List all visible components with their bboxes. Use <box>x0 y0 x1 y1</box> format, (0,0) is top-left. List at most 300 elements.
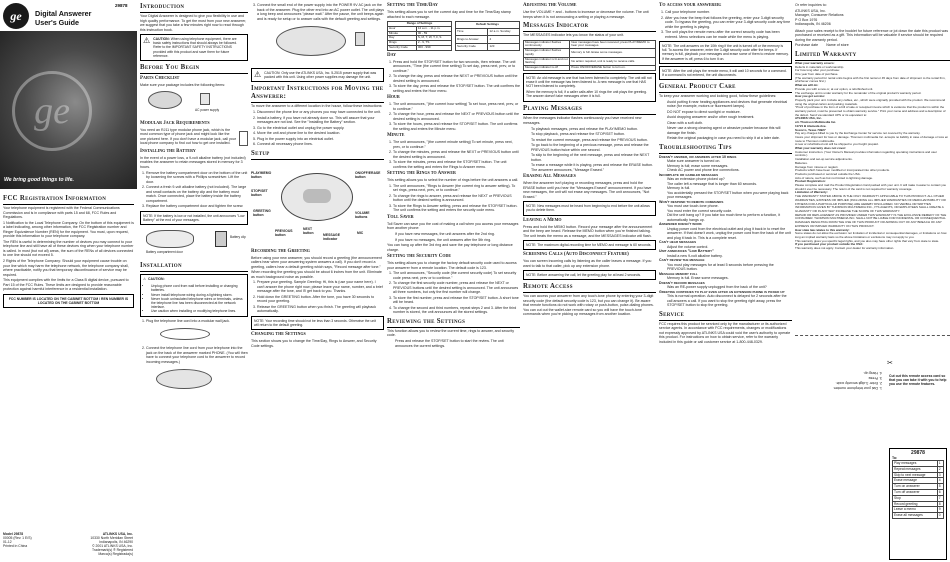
fcc-box: FCC NUMBER IS LOCATED ON THE CABINET BOTTOM / REN NUMBER IS LOCATED ON THE CABINET BOTTOM <box>3 294 134 308</box>
battery-note: NOTE: If the battery is low or not installed, the unit announces "Low Battery" at the end of your messages. <box>140 211 248 225</box>
moving-step: 3. Go to the electrical outlet and unplug the power supply. <box>257 126 384 131</box>
moving-step: 4. Move the unit and phone line to the desired location. <box>257 131 384 136</box>
setup-heading: Setup <box>251 150 384 160</box>
caution-label: CAUTION: <box>148 276 165 281</box>
install-caution-list <box>143 284 245 313</box>
range-table <box>387 21 452 51</box>
security-heading: Setting the Security Code <box>387 254 452 260</box>
answerer-back-image <box>156 369 212 389</box>
warranty-line: (The warranty period for rental units begins with the first rental or 45 days from date of shipment to the rental firm, whichever comes first.) <box>795 75 946 84</box>
parts-heading: Parts Checklist <box>140 76 180 82</box>
footer-line: Model 29878 <box>3 532 24 536</box>
day-step: 3. To store the day, press and release the STOP/SET button. The unit confirms the setting and enters the Hour menu. <box>393 84 520 93</box>
caution-item: • Use caution when installing or modifying telephone lines. <box>151 309 245 313</box>
panel-settings <box>387 0 520 562</box>
device-label: MESSAGE indicator <box>323 232 340 242</box>
range-cell: 12 a.m. - 11 p.m. <box>416 26 451 31</box>
card-cell: Play messages <box>893 461 938 467</box>
warranty-line: For how long after your purchase: <box>795 68 840 73</box>
device-label: MIC <box>357 230 364 235</box>
install-caution-title <box>143 277 245 281</box>
warranty-section <box>795 191 950 228</box>
parts-label: AC power supply <box>195 107 220 112</box>
default-table <box>455 21 520 51</box>
warranty-section-title: What your warranty covers: <box>795 61 835 65</box>
leaving-heading: Leaving a Memo <box>523 217 562 223</box>
battery-steps <box>140 171 248 209</box>
refer-text: Or refer inquiries to: <box>795 3 827 7</box>
remote-card <box>889 448 947 560</box>
playing-item: • To stop playback, press and release the STOP/SET button. <box>531 132 656 137</box>
answerer-image <box>276 26 346 56</box>
device-label: STOP/SET button <box>251 188 268 198</box>
moving-steps <box>251 110 384 147</box>
warranty-line: This warranty gives you specific legal rights, and you also may have other rights that vary from state to state. <box>795 238 940 243</box>
playing-item: • To erase a message while it is playing, press and release the ERASE button. The answerer announces, "Message Erased." <box>531 163 656 172</box>
fcc-heading: FCC Registration Information <box>3 195 134 205</box>
parts-illustration <box>140 89 248 119</box>
card-cell: Leave a memo <box>893 507 938 513</box>
care-item: • Avoid putting it near heating appliances and devices that generate electrical noise (for example, motors or fluorescent lamps). <box>667 100 792 109</box>
trouble-group <box>659 281 792 290</box>
moving-step: 2. Install a battery, if you have not already done so. This will assure that your messages are not lost. See the "Installing the Battery" section. <box>257 116 384 125</box>
warranty-line: Please complete and mail the Product Registration Card packed with your unit. It will make it easier to contact you should it ever be necessary. The return of the card is not required for warranty coverage. <box>795 183 947 191</box>
purchase-store-label: Name of store <box>826 43 849 48</box>
footer-line: 01-12 <box>3 540 12 544</box>
trouble-item: • Did the unit hang up? If you take too much time to perform a function, it automatically hangs up. <box>667 213 792 222</box>
settings-tables <box>387 21 520 51</box>
trouble-groups <box>659 155 792 308</box>
intro-text: Your Digital Answerer is designed to give you flexibility in use and high quality performance. To get the most from your new answerer, we suggest that you take a few minutes right now to read through this instruction book. <box>140 14 247 32</box>
reviewing-text: This function allows you to review the current time, rings to answer, and security code. <box>387 328 515 338</box>
modular-text: You need an RJ11 type modular phone jack, which is the most common type of phone jack and might look like the one pictured here. If you don't have a modular jack, call your local phone company to find out how to get one installed. <box>140 127 236 146</box>
access-note-2: NOTE: After the unit plays the remote menu, it will wait 10 seconds for a command. If a command is not entered, the unit disconnects. <box>659 66 792 80</box>
warranty-line: Socorro, Texas 79927 <box>795 127 826 132</box>
reviewing-heading: Reviewing the Settings <box>387 318 520 328</box>
card-cell: Skip to next message <box>893 472 938 478</box>
card-key: 4 <box>937 478 943 484</box>
warranty-line: Insure your shipment for loss or damage. Thomson multimedia Inc. accepts no liability in case of damage or loss en route to Thomson multimedia. <box>795 134 949 143</box>
rotated-step: 2. Enter 3-digit security code. <box>835 381 882 385</box>
range-cell: Security Code <box>388 45 417 50</box>
trouble-item: • Memory is full. Erase some messages. <box>667 276 792 281</box>
tollsaver-item: • If you have no messages, the unit answers after the 5th ring. <box>395 238 520 243</box>
cover-header <box>0 0 137 30</box>
warning-icon: ⚠ <box>254 70 262 79</box>
rings-heading: Setting the Rings to Answer <box>387 171 456 177</box>
rings-text: This setting allows you to select the number of rings before the unit answers a call. <box>387 178 519 183</box>
panel-cover <box>0 0 137 562</box>
button-cluster <box>303 189 331 203</box>
trouble-item: • You accidentally pressed the STOP/SET button when you were playing back your messages. <box>667 191 792 200</box>
card-cell: Stop <box>893 495 938 501</box>
guide-title <box>35 10 91 27</box>
indicator-cell: No action required, unit is ready to receive calls. <box>570 57 656 66</box>
default-cell: 123 <box>488 43 520 50</box>
trouble-group <box>659 173 792 200</box>
moving-intro: To move the answerer to a different location in the house, follow these instructions: <box>251 104 383 109</box>
leaving-text: Press and hold the MEMO button. Record your message after the announcement and the beep are heard. Release the MEMO button when you're finished talking. The unit treats the memo as a message, and the MESSAGES indicator will flash. <box>523 224 653 238</box>
indicator-cell: New messages have been received; press PLAY/MEMO to hear your messages. <box>570 40 656 49</box>
caution-text: When using telephone equipment, there are basic safety instructions that should always be followed. Refer to the IMPORTANT SAFETY INSTRUCTIONS provided with this product and save them for future reference. <box>153 37 238 58</box>
modular-heading: Modular Jack Requirements <box>140 120 210 126</box>
power-caution <box>251 68 384 82</box>
wall-jack-icon <box>239 131 248 146</box>
card-cut-text: Cut out this remote access card so that you can take it with you to help you use the remote features. <box>889 374 947 387</box>
tollsaver-item: • If you have new messages, the unit answers after the 2nd ring. <box>395 232 520 237</box>
device-diagram <box>251 161 384 247</box>
recording-text-2: When recording the greeting you should be about 6 inches from the unit. Eliminate as much background noise as possible. <box>251 270 382 279</box>
warranty-section-title: Limitation of Warranty: <box>795 190 828 195</box>
rings-step: 2. To change the rings to answer, press and release the NEXT or PREVIOUS button until the desired setting is announced. <box>393 194 520 203</box>
trouble-list <box>659 294 792 308</box>
erasing-text: When the answerer isn't playing or recording messages, press and hold the ERASE button until you hear the "Messages Erased" announcement. If you have new messages, the unit will not erase any messages. The unit announces, "Not Erased." <box>523 181 652 199</box>
messages-heading: Messages Indicator <box>523 22 656 32</box>
hour-step: 1. The unit announces, "(the current hour setting) To set hour, press next, prev, or to continue." <box>393 102 520 111</box>
warranty-section <box>795 147 950 180</box>
fcc-para: 2 Rights of the Telephone Company: Should your equipment cause trouble on your line which may harm the telephone network, the telephone company shall, where practicable, notify you that temporary discontinuance of service may be required. <box>3 259 129 277</box>
device-label: ON/OFF/ERASE button <box>355 170 381 180</box>
card-key: 1 <box>937 461 943 467</box>
footer-line: Trademark(s) ® Registered <box>92 548 133 552</box>
warranty-line: Installation and set-up service adjustments. <box>795 157 853 162</box>
footer-line: ATLINKS USA, Inc. <box>102 532 133 536</box>
screening-heading: Screening Calls (Auto Disconnect Feature) <box>523 252 629 258</box>
answerer-device-image <box>148 91 182 109</box>
warranty-line: c/o Thomson Multimedia Inc. <box>795 120 837 125</box>
trouble-list <box>659 263 792 272</box>
care-text: To keep your answerer working and looking good, follow these guidelines: <box>659 94 777 99</box>
messages-text: The MESSAGES indicator lets you know the status of your unit. <box>523 33 625 37</box>
security-steps <box>387 271 520 315</box>
volume-text: Use the VOLUME + and - buttons to increase or decrease the volume. The unit beeps when it is not announcing a setting or playing a message. <box>523 10 649 19</box>
trouble-list <box>659 159 792 173</box>
caution-body <box>153 37 245 58</box>
battery-step: 3. Replace the battery compartment door and tighten the screw. <box>146 204 248 209</box>
caution-item: • Never install telephone wiring during a lightning storm. <box>151 293 245 297</box>
warranty-section-title: How state law relates to this warranty: <box>795 227 850 232</box>
power-illustration <box>251 22 384 66</box>
warranty-section-title: How you get service: <box>795 94 826 99</box>
warranty-line: ATLINKS USA, Inc. <box>795 116 822 121</box>
warranty-line: One year from date of purchase. <box>795 71 839 76</box>
default-cell: Security Code <box>456 43 488 50</box>
tollsaver-list <box>387 232 520 242</box>
reviewing-list <box>387 339 520 348</box>
warranty-line: REPAIR OR REPLACEMENT AS PROVIDED UNDER THIS WARRANTY IS THE EXCLUSIVE REMEDY OF THE CONSUMER. THOMSON MULTIMEDIA INC. SHALL NOT BE LIABLE FOR INCIDENTAL OR CONSEQUENTIAL DAMAGES RESULTING FROM THE USE OF THIS PRODUCT OR ARISING OUT OF ANY BREACH OF ANY EXPRESS OR IMPLIED WARRANTY ON THIS PRODUCT. <box>795 212 947 228</box>
indicator-table <box>523 40 656 72</box>
before-heading: Before You Begin <box>140 64 248 74</box>
fcc-para: This equipment complies with the limits for a Class B digital device, pursuant to Part 15 of the FCC Rules. These limits are designed to provide reasonable protection against harmful interference in a residential installation. <box>3 278 129 292</box>
device-label: GREETING button <box>253 208 271 218</box>
battery-heading: Installing the Battery <box>140 148 196 154</box>
access-step: 1. Call your telephone number. <box>665 10 792 15</box>
note-text: When the memory is full, if a caller calls after 10 rings the unit plays the greeting. The answer doesn't take messages when it is full. <box>526 89 647 99</box>
footer-line: © 2001 ATLINKS USA, Inc. <box>92 544 133 548</box>
leaving-note: NOTE: The maximum digital-recording time for MEMO and message is 60 seconds. <box>523 240 656 250</box>
modular-block <box>140 128 248 147</box>
hour-heading: Hour <box>387 95 400 101</box>
card-key: 3 <box>937 472 943 478</box>
card-key: 6 <box>937 489 943 495</box>
rings-step: 1. The unit announces, "Rings to Answer (the current ring to answer setting). To set rings, press next, prev, or to continue." <box>393 184 520 193</box>
tollsaver-heading: Toll Saver <box>387 214 414 220</box>
install-illustration-1 <box>140 324 248 346</box>
range-cell: Hour <box>388 26 417 31</box>
note-text: NOTE: An old message is one that has been listened to completely. The unit will not erase it until the message has been listened to. A new message is one that HAS NOT been listened to completely. <box>526 76 652 89</box>
recording-step: 3. Release the GREETING button when you finish. The greeting will playback automatically. <box>257 305 384 314</box>
card-key: 8 <box>937 501 943 507</box>
card-cell: Erase all messages <box>893 513 938 519</box>
device-label: VOLUME buttons <box>355 210 370 220</box>
trouble-item: • This is normal operation. Auto disconnect is delayed for 2 seconds after the call answers a call. If you want to stop the greeting right away, press the STOP/SET button to stop the greeting. <box>667 294 792 308</box>
rotated-panel <box>797 340 885 445</box>
erasing-heading: Erasing All Messages <box>523 174 576 180</box>
address-line: ATLINKS USA, Inc. <box>795 8 826 13</box>
footer-line: Printed in China <box>3 544 28 548</box>
trouble-title: Doesn't answer, or answers after 10 rings <box>659 154 737 159</box>
security-step: 4. To change the second and third numbers, repeat steps 2 and 3. After the third number is stored, the unit announces all the stored settings. <box>393 306 520 315</box>
service-text: FCC requires this product be serviced only by the manufacturer or its authorized service agents. In accordance with FCC requirements, changes or modifications not expressly approved by ATLINKS USA could void the user's authority to operate this product. For instructions on how to obtain service, refer to the warranty included in this guide or call customer service at 1-800-448-0329. <box>659 321 791 344</box>
minute-steps <box>387 140 520 169</box>
card-cell: Turn off answerer <box>893 489 938 495</box>
install-caution <box>140 274 248 317</box>
power-adapter-image <box>355 32 365 46</box>
trouble-item: • Was an RE-power supply unplugged from the back of the unit? <box>667 285 792 290</box>
card-cell: Erase message <box>893 478 938 484</box>
trouble-title: Won't respond to remote commands <box>659 199 724 204</box>
caution-item: • Unplug phone cord from wall before installing or changing batteries. <box>151 284 245 292</box>
range-cell: S, M, T, W, T, F, S <box>416 36 451 41</box>
playing-list <box>523 127 656 173</box>
card-cell: Record greeting <box>893 501 938 507</box>
battery-image <box>215 231 227 247</box>
care-item: • Clean with a soft cloth. <box>667 121 792 126</box>
warning-icon: ⚠ <box>143 36 151 45</box>
warranty-section <box>795 62 950 84</box>
battery-step: 1. Remove the battery compartment door on the bottom of the unit by loosening the screws with a Phillips screwdriver. Lift the door. <box>146 171 248 185</box>
warranty-line: Batteries. <box>795 160 808 165</box>
trouble-group <box>659 249 792 258</box>
trouble-title: Doesn't record messages <box>659 280 705 285</box>
warranty-line: THE WARRANTY STATED ABOVE IS THE ONLY WARRANTY APPLICABLE TO THIS PRODUCT. ALL OTHER WARRANTIES, EXPRESS OR IMPLIED (INCLUDING ALL IMPLIED WARRANTIES OF MERCHANTABILITY OR FITNESS FOR A PARTICULAR PURPOSE) ARE HEREBY DISCLAIMED. NO VERBAL OR WRITTEN INFORMATION GIVEN BY THOMSON MULTIMEDIA INC., IT'S AGENTS, OR EMPLOYEES SHALL CREATE A GUARANTY OR IN ANY WAY INCREASE THE SCOPE OF THIS WARRANTY. <box>795 194 946 213</box>
scissors-icon: ✂ <box>887 360 893 367</box>
trouble-item: • Memory is full; erase some messages. <box>667 164 792 169</box>
warranty-line: "Proof of purchase in the form of a bill of sale or receipted invoice which is evidence that the product is within the warranty period, must be presented to obtain warranty service." Print your name and address and a description of the defect. Send via standard UPS or its equivalent to: <box>795 105 946 117</box>
time-text: This setting allows you to set the current day and time for the Time/Day stamp attached to each message. <box>387 10 511 19</box>
playing-item: • To playback messages, press and release the PLAY/MEMO button. <box>531 127 656 132</box>
minute-step: 1. The unit announces, "(the current minute setting) To set minute, press next, prev, or to continue." <box>393 140 520 149</box>
range-cell: Rings <box>388 41 417 46</box>
default-cell: 4 <box>488 36 520 43</box>
default-cell: Rings to Answer <box>456 36 488 43</box>
trouble-list <box>659 204 792 222</box>
title-line-1: Digital Answerer <box>35 9 92 18</box>
trouble-heading: Troubleshooting Tips <box>659 144 792 154</box>
rotated-step: 4. Hang up. <box>863 371 882 375</box>
card-key: 9 <box>937 507 943 513</box>
indicator-cell: Memory is full. Erase some messages. <box>570 49 656 58</box>
default-cell: 12 a.m. Sunday <box>488 29 520 36</box>
warranty-section-title: What your warranty does not cover: <box>795 146 847 151</box>
rotated-step: 3. Press: <box>867 376 882 380</box>
hour-step: 2. To change the hour, press and release the NEXT or PREVIOUS button until the desired setting is announced. <box>393 112 520 121</box>
service-heading: Service <box>659 311 792 321</box>
battery-illustration <box>140 227 248 259</box>
care-item: • Retain the original packaging in case you need to ship it at a later date. <box>667 136 792 141</box>
trouble-group <box>659 272 792 281</box>
trouble-item: • Was an extension phone picked up? <box>667 177 792 182</box>
trouble-group <box>659 155 792 173</box>
trouble-group <box>659 222 792 240</box>
install-heading: Installation <box>140 262 248 272</box>
indicator-cell: Press ON/OFF/ERASE button to turn on. <box>570 66 656 71</box>
recording-text: Before using your new answerer, you should record a greeting (the announcement callers hear when your answering system answers a call). If you don't record a greeting, callers hear a default greeting which says, "Record message after tone." <box>251 255 382 269</box>
warranty-line: Defects in materials or workmanship. <box>795 64 845 69</box>
trouble-item: • Install a new 9-volt alkaline battery. <box>667 254 792 259</box>
caution-text: CAUTION: Only use the ATLINKS USA, Inc. 5-2515 power supply that was packed with this unit. Using other power supplies may damage the unit. <box>264 71 377 80</box>
security-text: This setting allows you to change the factory default security code used to access your answerer from a remote location. The default code is 123. <box>387 261 517 270</box>
intro-caution <box>140 34 248 61</box>
warranty-line: Acts of nature, such as but not limited to lightning damage. <box>795 175 873 180</box>
remote-card-area <box>795 335 950 562</box>
security-step: 3. To store the first number, press and release the STOP/SET button. A short tone will be heard. <box>393 296 520 305</box>
card-key: 2 <box>937 466 943 472</box>
panel-setup <box>251 0 384 562</box>
install-step: 2. Connect the telephone line cord from your telephone into the jack on the back of the answerer marked PHONE. (You will then have to connect your telephone cord to the answerer to record incoming messages.) <box>146 346 248 364</box>
caution-label: CAUTION: <box>153 37 170 41</box>
refer-block <box>795 3 950 27</box>
trouble-item: • Adjust the volume control. <box>667 245 792 250</box>
warranty-line: Damage from misuse or neglect. <box>795 164 839 169</box>
minute-step: 3. To store the minutes, press and release the STOP/SET button. The unit confirms the setting and enters the Rings to Answer menu. <box>393 160 520 169</box>
trouble-group <box>659 290 792 308</box>
care-heading: General Product Care <box>659 83 792 93</box>
recording-heading: Recording the Greeting <box>251 248 310 254</box>
recording-step: 2. Hold down the GREETING button. After the tone, you have 30 seconds to record your greeting. <box>257 295 384 304</box>
panel-care <box>659 0 792 562</box>
indicator-cell: Messages indicator is lit and not flashing <box>525 56 568 65</box>
warranty-line: Products which have been modified or incorporated into other products. <box>795 168 890 173</box>
rotated-steps <box>797 370 882 390</box>
moving-step: 6. Connect all necessary phone lines. <box>257 142 384 147</box>
care-item: • Never use a strong cleaning agent or abrasive powder because this will damage the finish. <box>667 126 792 135</box>
cover-image <box>0 31 137 189</box>
day-step: 1. Press and hold the STOP/SET button for two seconds, then release. The unit announces, "Time (the current time setting) To set day, press next, prev, or to continue." <box>393 60 520 74</box>
trouble-list <box>659 227 792 241</box>
range-cell: 2 - 9, TS <box>416 41 451 46</box>
install-illustration-2 <box>140 365 248 395</box>
remote-text: You can access your answerer from any touch-tone phone by entering your 3-digit security code (the default security code is 123, but you can change it). Be aware that remote functions do not work with rotary or push-button, pulse-dialing phones. You can cut out the wallet-size remote card so you will have the touch-tone commands when you're picking up messages from another location. <box>523 294 654 317</box>
rings-step: 3. To store the Rings to Answer setting, press and release the STOP/SET button. The unit confirms the setting and enters the security code menu. <box>393 204 520 213</box>
power-step: 3. Connect the small end of the power supply into the POWER 9V AC jack on the back of the answerer. Plug the other end into an AC power outlet. The unit plays a long beep and announces "please wait." After the pause, the unit beeps again and is ready for setup or to answer calls with the default greeting and settings. <box>257 3 384 21</box>
range-cell: Day <box>388 36 417 41</box>
warranty-body <box>795 62 950 274</box>
indicator-cell: Messages indicator flashes rapidly <box>524 49 570 58</box>
install-steps-2 <box>140 346 248 364</box>
minute-step: 2. To change the minutes, press and release the NEXT or PREVIOUS button until the desired setting is announced. <box>393 150 520 159</box>
moving-step: 5. Plug in the power supply into an electrical outlet. <box>257 137 384 142</box>
care-item: • DO NOT expose to direct sunlight or moisture. <box>667 110 792 115</box>
reviewing-item: • Press and release the STOP/SET button to start the review. The unit announces the current settings. <box>395 339 520 348</box>
moving-heading: Important Instructions for Moving the Answerer: <box>251 85 384 103</box>
warranty-section-title: If you purchased your product outside the USA: <box>795 242 864 247</box>
rotated-step: 1. Dial your telephone number. <box>833 386 882 390</box>
day-step: 2. To change the day, press and release the NEXT or PREVIOUS button until the desired setting is announced. <box>393 74 520 83</box>
trouble-item: • Make sure answerer is turned on. <box>667 159 792 164</box>
trouble-item: • Memory is full. <box>667 186 792 191</box>
warranty-line: Customer instruction. (Your Owner's Manual provides information regarding operating instructions and user controls.) <box>795 149 937 158</box>
indicator-cell: Messages indicator is off <box>524 66 570 71</box>
warranty-section-title: Product Registration: <box>795 179 826 184</box>
warranty-section-title: What we will do: <box>795 83 819 88</box>
playing-text: When the messages indicator flashes continuously you have received new messages. <box>523 116 642 125</box>
address-line: Manager, Consumer Relations <box>795 13 844 18</box>
access-heading: To access your answerer: <box>659 3 722 8</box>
purchase-fields <box>795 43 950 48</box>
trouble-title: Can't review the message <box>659 258 705 263</box>
ge-logo: ge <box>3 3 29 29</box>
warranty-line: Some states do not allow the exclusion nor limitation of incidental or consequential damages, or limitations on how long an implied warranty lasts so the above limitations or exclusions may not apply to you. <box>795 231 947 239</box>
fcc-para: 1 Notification to the Local Telephone Company: On the bottom of this equipment is a label indicating, among other information, the FCC Registration number and Ringer Equivalence Number (REN) for the equipment. You must, upon request, provide this information to your telephone company. <box>3 220 134 239</box>
address-line: P O Box 1976 <box>795 17 818 22</box>
address-line: Indianapolis, IN 46206 <box>795 22 831 27</box>
card-key: 0 <box>937 513 943 519</box>
day-heading: Day <box>387 52 397 58</box>
battery-step: 2. Connect a fresh 9-volt alkaline battery (not included). The large and small contacts on the battery clip and the battery must match. Once connected, place the battery inside the battery compartment. <box>146 185 248 203</box>
footer-line: 10330 North Meridian Street <box>90 536 133 540</box>
trouble-title: Unit announces "Low Battery" <box>659 249 714 254</box>
screening-note: NOTE: Before answering the call, let the greeting play for at least 2 seconds. <box>523 270 656 280</box>
trouble-title: Message memory full <box>659 271 698 276</box>
rings-steps <box>387 184 520 213</box>
hour-steps <box>387 102 520 131</box>
intro-heading: Introduction <box>140 3 248 13</box>
security-step: 1. The unit announces, "Security code (the current security code) To set security code press next, prev or to continue." <box>393 271 520 280</box>
recording-steps <box>251 280 384 314</box>
trouble-item: • The caller left a message that is longer than 60 seconds. <box>667 182 792 187</box>
day-steps <box>387 60 520 94</box>
range-cell: Minute <box>388 31 417 36</box>
device-label: PREVIOUS button <box>275 228 293 238</box>
card-cell: Repeat messages <box>893 466 938 472</box>
model-number: 29878 <box>115 3 128 8</box>
panel-introduction <box>140 0 248 562</box>
trouble-item: • Unplug power cord from the electrical outlet and plug it back in to reset the answerer. If that doesn't work, unplug the power cord from the back of the unit and plug it back in. This is a complete reset. <box>667 227 792 241</box>
care-list <box>659 100 792 141</box>
access-steps <box>659 10 792 39</box>
playing-heading: Playing Messages <box>523 105 656 115</box>
device-label: NEXT button <box>303 226 314 236</box>
power-supply-image <box>200 93 210 105</box>
trouble-item: • You must use touch-tone phone. <box>667 204 792 209</box>
warranty-line: Properly pack your unit. Include any cables, etc., which were originally provided with the product. We recommend using the original carton and packing materials. <box>795 97 946 106</box>
warranty-line: 11721 B Alameda Ave. <box>795 123 827 128</box>
card-cell: Turn on answerer <box>893 484 938 490</box>
fcc-para: The REN is useful in determining the number of devices you may connect to your telephone line and still have all of these devices ring when your telephone number is called. In most (but not all) areas, the sum of the RENs of all devices connected to one line should not exceed 5. <box>3 239 134 258</box>
trouble-item: • You must play messages for at least 5 seconds before pressing the PREVIOUS button. <box>667 263 792 272</box>
warranty-line: This warranty does not apply. Contact your dealer for warranty information. <box>795 246 895 251</box>
warranty-section <box>795 95 950 147</box>
default-cell: Time <box>456 29 488 36</box>
recording-note: NOTE: Your recording time should not be less than 3 seconds. Otherwise the unit will return to the default greeting. <box>251 316 384 330</box>
warranty-line: The exchange unit is under warranty for the remainder of the original product's warranty period. <box>795 90 922 95</box>
tagline: We bring good things to life. <box>4 177 74 183</box>
line-cord-image <box>160 328 210 340</box>
range-cell: 00 - 59 <box>416 31 451 36</box>
attach-text: Attach your sales receipt to the booklet for future reference or jot down the date this product was purchased or received as a gift. This information will be valuable if service should be required during the warranty period. <box>795 28 949 42</box>
trouble-group <box>659 240 792 249</box>
